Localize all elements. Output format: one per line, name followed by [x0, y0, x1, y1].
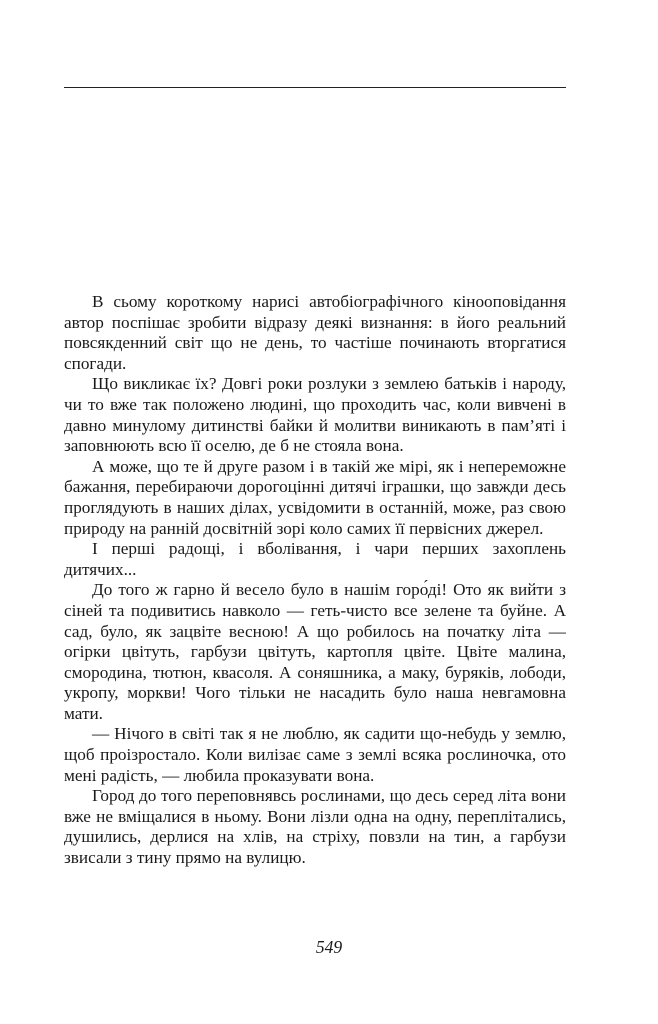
paragraph-7: Город до того переповнявсь рослинами, що десь серед літа вони вже не вміщалися в ньому. Вони лізли одна на одну, переплітались, душились, дерлися на хлів, на стріху, повзли на тин, а гарбузи звисали з тину прямо на вулицю. — [64, 786, 566, 868]
paragraph-6: — Нічого в світі так я не люблю, як садити що-небудь у землю, щоб проізростало. Коли вилізає саме з землі всяка рослиночка, ото мені радість, — любила проказувати вона. — [64, 724, 566, 785]
paragraph-5: До того ж гарно й весело було в нашім горо́ді! Ото як вийти з сіней та подивитись навколо — геть-чисто все зелене та буйне. А сад, було, як зацвіте весною! А що робилось на початку літа — огірки цвітуть, гарбузи цвітуть, картопля цвіте. Цвіте малина, смородина, тютюн, квасоля. А соняшника, а маку, буряків, лободи, укропу, моркви! Чого тільки не насадить було наша невгамовна мати. — [64, 580, 566, 723]
paragraph-2: Що викликає їх? Довгі роки розлуки з землею батьків і народу, чи то вже так положено людині, що проходить час, коли вивчені в давно минулому дитинстві байки й молитви виникають в пам’яті і заповнюють всю її оселю, де б не стояла вона. — [64, 374, 566, 456]
paragraph-1: В сьому короткому нарисі автобіографічного кінооповідання автор поспішає зробити відразу деякі визнання: в його реальний повсякденний світ що не день, то частіше починають вторгатися спогади. — [64, 292, 566, 373]
body-text — [64, 292, 566, 869]
page-number: 549 — [315, 937, 343, 957]
paragraph-4: І перші радощі, і вболівання, і чари перших захоплень дитячих... — [64, 539, 566, 579]
paragraph-3: А може, що те й друге разом і в такій же мірі, як і непереможне бажання, перебираючи дорогоцінні дитячі іграшки, що завжди десь проглядують в наших ділах, усвідомити в останній, може, раз свою природу на ранній досвітній зорі коло самих її первісних джерел. — [64, 456, 566, 538]
header-rule — [64, 87, 566, 88]
